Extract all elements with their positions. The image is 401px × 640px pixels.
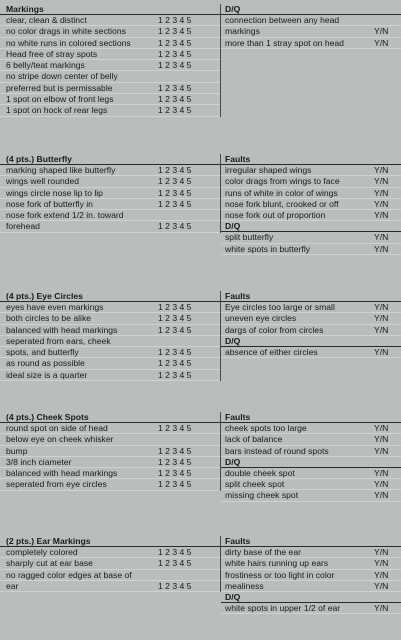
fault-row [221,558,401,569]
fault-row [221,176,401,187]
yes-no-mark: Y/N [374,313,389,324]
fault-text: color drags from wings to face [225,176,340,187]
fault-row [221,313,401,324]
fault-row [221,26,401,37]
score-scale: 1 2 3 4 5 [158,558,192,569]
fault-text: connection between any head [225,15,340,25]
faults-title: D/Q [221,4,401,15]
fault-text: irregular shaped wings [225,165,312,175]
dq-row [221,603,401,614]
criteria-text: no ragged color edges at base of [6,569,132,580]
score-scale: 1 2 3 4 5 [158,26,192,37]
dq-text: split butterfly [225,232,274,243]
criteria-text: spots, and butterfly [6,347,79,358]
fault-row [221,15,401,26]
yes-no-mark: Y/N [374,558,389,569]
criteria-text: balanced with head markings [6,468,118,479]
yes-no-mark: Y/N [374,569,389,580]
yes-no-mark: Y/N [374,490,389,501]
criteria-row [0,325,220,336]
criteria-row [0,358,220,369]
yes-no-mark: Y/N [374,603,389,614]
score-scale: 1 2 3 4 5 [158,547,192,557]
score-scale: 1 2 3 4 5 [158,580,192,591]
criteria-text: ideal size is a quarter [6,369,88,380]
dq-row [221,468,401,479]
score-scale: 1 2 3 4 5 [158,82,192,93]
dq-row [221,490,401,501]
criteria-text: 6 belly/teat markings [6,60,85,71]
dq-text: absence of either circles [225,346,318,357]
faults-column [221,4,401,49]
criteria-text: bump [6,445,28,456]
criteria-row [0,370,220,381]
yes-no-mark: Y/N [374,232,389,243]
criteria-text: both circles to be alike [6,313,92,324]
faults-title: Faults [221,291,401,302]
score-scale: 1 2 3 4 5 [158,48,192,59]
dq-subtitle: D/Q [221,592,401,603]
criteria-row [0,49,220,60]
dq-text: white spots in upper 1/2 of ear [225,603,341,614]
score-scale: 1 2 3 4 5 [158,176,192,187]
criteria-text: as round as possible [6,358,85,369]
score-scale: 1 2 3 4 5 [158,347,192,358]
yes-no-mark: Y/N [374,302,389,312]
yes-no-mark: Y/N [374,479,389,490]
criteria-text: nose fork extend 1/2 in. toward [6,210,124,221]
fault-text: runs of white in color of wings [225,187,338,198]
yes-no-mark: Y/N [374,165,389,175]
section-title: (4 pts.) Cheek Spots [0,412,220,423]
criteria-row [0,26,220,37]
criteria-column [0,4,221,117]
criteria-text: preferred but is permissable [6,82,113,93]
criteria-row [0,468,220,479]
yes-no-mark: Y/N [374,176,389,187]
dq-subtitle: D/Q [221,221,401,232]
dq-text: split cheek spot [225,479,285,490]
yes-no-mark: Y/N [374,243,389,254]
faults-title: Faults [221,536,401,547]
criteria-text: completely colored [6,547,78,557]
criteria-row [0,210,220,221]
criteria-text: round spot on side of head [6,423,108,433]
faults-title: Faults [221,412,401,423]
section-title: Markings [0,4,220,15]
criteria-text: no stripe down center of belly [6,71,118,82]
score-scale: 1 2 3 4 5 [158,445,192,456]
criteria-row [0,71,220,82]
faults-column [221,291,401,358]
criteria-text: marking shaped like butterfly [6,165,116,175]
fault-text: mealiness [225,580,264,591]
fault-row [221,210,401,221]
faults-title: Faults [221,154,401,165]
fault-text: Eye circles too large or small [225,302,335,312]
criteria-text: nose fork of butterfly in [6,198,93,209]
criteria-row [0,479,220,490]
criteria-text: below eye on cheek whisker [6,434,114,445]
criteria-text: sharply cut at ear base [6,558,93,569]
yes-no-mark: Y/N [374,580,389,591]
criteria-text: ear [6,580,19,591]
criteria-text: seperated from ears, cheek [6,335,111,346]
yes-no-mark: Y/N [374,198,389,209]
score-scale: 1 2 3 4 5 [158,358,192,369]
yes-no-mark: Y/N [374,445,389,456]
criteria-row [0,83,220,94]
faults-column [221,536,401,614]
dq-row [221,479,401,490]
criteria-row [0,165,220,176]
score-scale: 1 2 3 4 5 [158,369,192,380]
section-title: (4 pts.) Eye Circles [0,291,220,302]
criteria-text: no white runs in colored sections [6,37,131,48]
criteria-text: 1 spot on hock of rear legs [6,105,108,116]
criteria-text: wings well rounded [6,176,80,187]
score-scale: 1 2 3 4 5 [158,221,192,232]
yes-no-mark: Y/N [374,210,389,221]
fault-row [221,38,401,49]
dq-row [221,244,401,255]
fault-row [221,570,401,581]
score-scale: 1 2 3 4 5 [158,423,192,433]
criteria-text: forehead [6,221,40,232]
yes-no-mark: Y/N [374,324,389,335]
fault-row [221,325,401,336]
fault-text: white hairs running up ears [225,558,329,569]
fault-text: bars instead of round spots [225,445,329,456]
fault-text: dirty base of the ear [225,547,301,557]
dq-subtitle: D/Q [221,457,401,468]
fault-text: nose fork out of proportion [225,210,326,221]
score-scale: 1 2 3 4 5 [158,456,192,467]
score-scale: 1 2 3 4 5 [158,313,192,324]
score-scale: 1 2 3 4 5 [158,105,192,116]
criteria-row [0,336,220,347]
fault-text: frostiness or too light in color [225,569,335,580]
score-scale: 1 2 3 4 5 [158,198,192,209]
score-scale: 1 2 3 4 5 [158,60,192,71]
score-scale: 1 2 3 4 5 [158,468,192,479]
criteria-text: 1 spot on elbow of front legs [6,94,114,105]
score-scale: 1 2 3 4 5 [158,302,192,312]
score-scale: 1 2 3 4 5 [158,165,192,175]
criteria-row [0,547,220,558]
criteria-row [0,457,220,468]
fault-row [221,188,401,199]
criteria-text: Head free of stray spots [6,48,98,59]
criteria-text: 3/8 inch ciameter [6,456,72,467]
criteria-row [0,347,220,358]
criteria-row [0,60,220,71]
yes-no-mark: Y/N [374,346,389,357]
criteria-column [0,291,221,381]
yes-no-mark: Y/N [374,467,389,478]
criteria-row [0,446,220,457]
section-title: (2 pts.) Ear Markings [0,536,220,547]
fault-text: nose fork blunt, crooked or off [225,198,339,209]
dq-row [221,347,401,358]
dq-subtitle: D/Q [221,336,401,347]
fault-row [221,581,401,592]
yes-no-mark: Y/N [374,434,389,445]
fault-text: uneven eye circles [225,313,297,324]
dq-row [221,232,401,243]
yes-no-mark: Y/N [374,187,389,198]
fault-text: lack of balance [225,434,283,445]
fault-row [221,423,401,434]
fault-row [221,199,401,210]
score-scale: 1 2 3 4 5 [158,94,192,105]
fault-row [221,547,401,558]
dq-text: missing cheek spot [225,490,299,501]
yes-no-mark: Y/N [374,37,389,48]
criteria-row [0,221,220,232]
criteria-column [0,154,221,233]
dq-text: double cheek spot [225,467,295,478]
faults-column [221,154,401,255]
score-scale: 1 2 3 4 5 [158,187,192,198]
score-scale: 1 2 3 4 5 [158,37,192,48]
yes-no-mark: Y/N [374,547,389,557]
score-scale: 1 2 3 4 5 [158,479,192,490]
yes-no-mark: Y/N [374,423,389,433]
score-scale: 1 2 3 4 5 [158,15,192,25]
section-title: (4 pts.) Butterfly [0,154,220,165]
criteria-text: wings circle nose lip to lip [6,187,103,198]
fault-row [221,446,401,457]
dq-text: white spots in butterfly [225,243,311,254]
criteria-row [0,176,220,187]
criteria-text: eyes have even markings [6,302,104,312]
criteria-row [0,434,220,445]
criteria-row [0,188,220,199]
criteria-text: clear, clean & distinct [6,15,87,25]
criteria-text: no color drags in white sections [6,26,126,37]
criteria-row [0,105,220,116]
criteria-column [0,412,221,491]
fault-row [221,302,401,313]
criteria-row [0,423,220,434]
fault-text: dargs of color from circles [225,324,324,335]
criteria-row [0,38,220,49]
criteria-text: balanced with head markings [6,324,118,335]
criteria-row [0,313,220,324]
criteria-text: seperated from eye circles [6,479,107,490]
fault-row [221,165,401,176]
criteria-row [0,581,220,592]
criteria-column [0,536,221,592]
faults-column [221,412,401,502]
fault-text: markings [225,26,260,37]
score-scale: 1 2 3 4 5 [158,324,192,335]
criteria-row [0,558,220,569]
fault-text: more than 1 stray spot on head [225,37,344,48]
criteria-row [0,570,220,581]
criteria-row [0,199,220,210]
criteria-row [0,94,220,105]
fault-text: cheek spots too large [225,423,307,433]
criteria-row [0,302,220,313]
yes-no-mark: Y/N [374,26,389,37]
fault-row [221,434,401,445]
criteria-row [0,15,220,26]
